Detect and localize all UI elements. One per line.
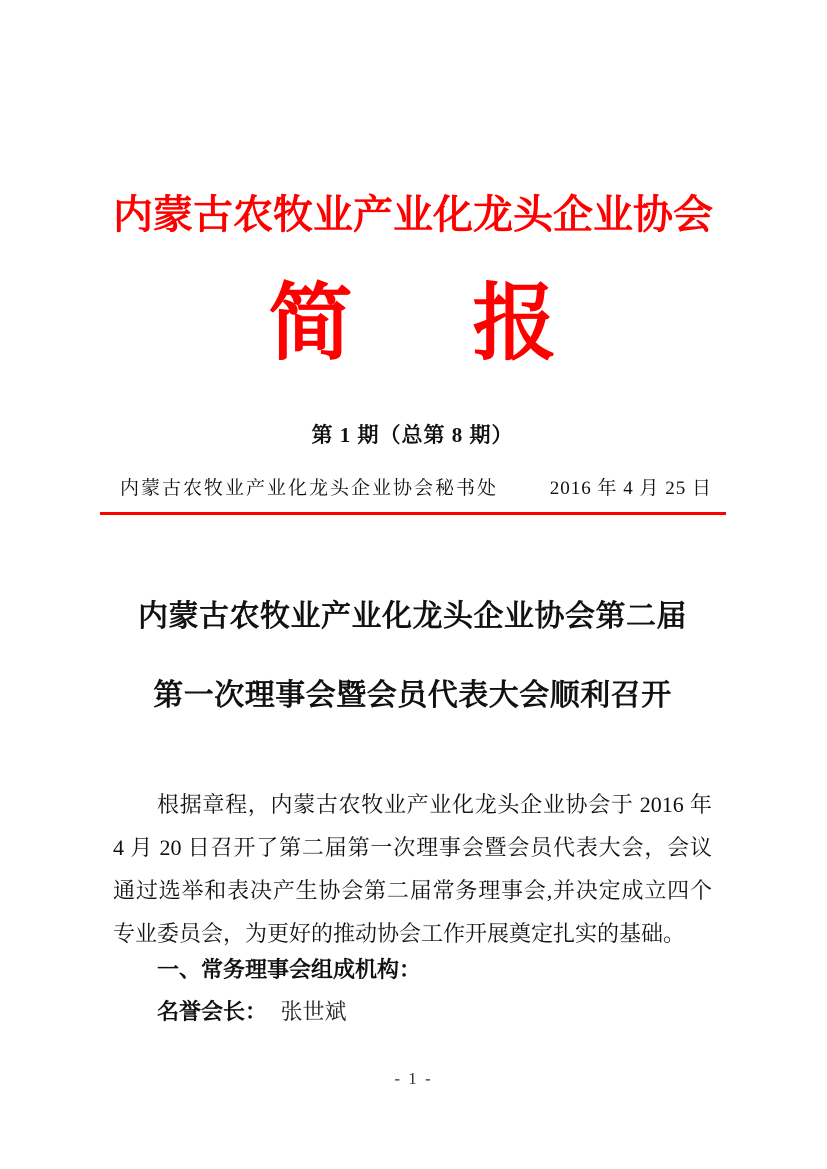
page-number: - 1 - — [394, 1069, 433, 1088]
masthead-org-title: 内蒙古农牧业产业化龙头企业协会 — [113, 192, 713, 237]
meta-row — [113, 476, 712, 501]
publisher-name: 内蒙古农牧业产业化龙头企业协会秘书处 — [120, 478, 499, 500]
brand-char-bao: 报 — [472, 278, 557, 371]
article-body-paragraph: 根据章程，内蒙古农牧业产业化龙头企业协会于 2016 年 4 月 20 日召开了第二届第一次理事会暨会员代表大会，会议通过选举和表决产生协会第二届常务理事会,并决定成立四个专业委员会，为更好的推动协会工作开展奠定扎实的基础。 — [113, 792, 712, 947]
issue-number-line: 第 1 期（总第 8 期） — [311, 423, 514, 447]
role-label: 名誉会长： — [157, 999, 268, 1025]
masthead-brand — [113, 278, 712, 371]
publication-date: 2016 年 4 月 25 日 — [549, 478, 712, 500]
role-value: 张世斌 — [280, 999, 347, 1025]
article — [113, 600, 712, 1027]
red-divider-rule — [100, 512, 726, 515]
article-title-line-2: 第一次理事会暨会员代表大会顺利召开 — [153, 678, 672, 712]
article-title-line-1: 内蒙古农牧业产业化龙头企业协会第二届 — [138, 600, 687, 634]
role-line — [113, 997, 712, 1027]
brand-char-jian: 简 — [268, 278, 353, 371]
section-heading: 一、常务理事会组成机构： — [157, 957, 422, 983]
